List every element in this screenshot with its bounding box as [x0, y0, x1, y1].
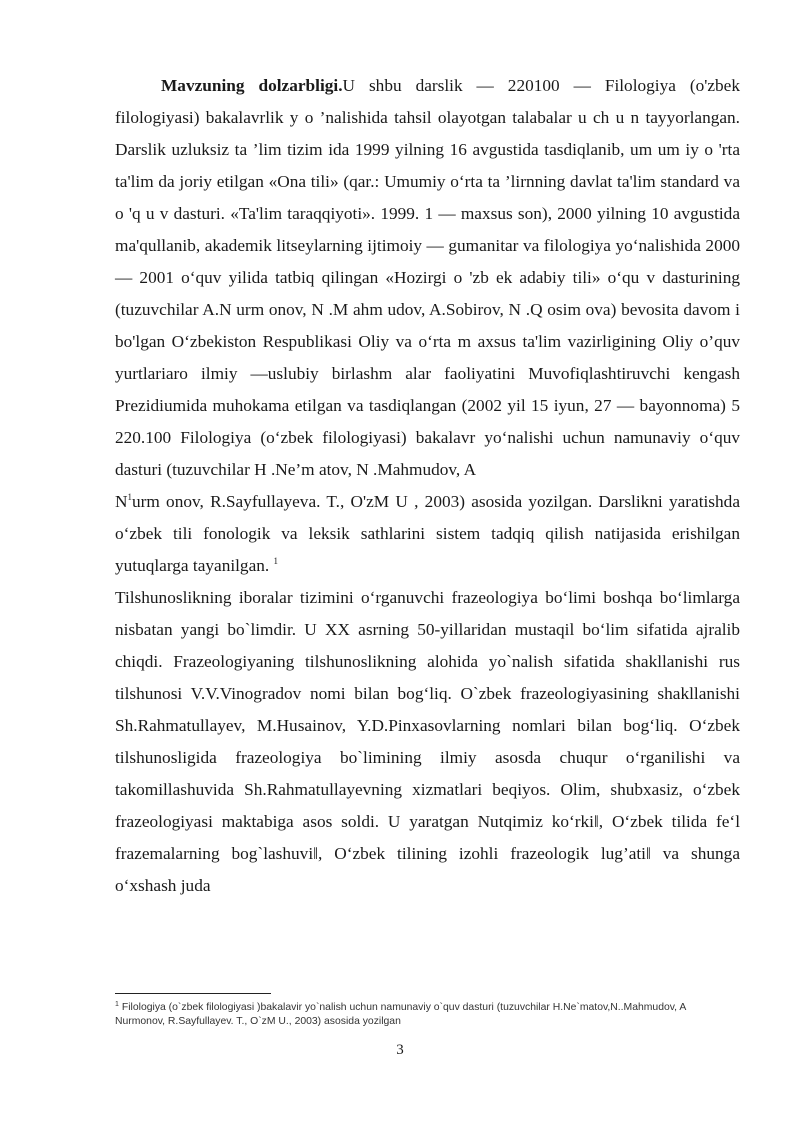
paragraph-sources-text: urm onov, R.Sayfullayeva. T., O'zM U , 2003) asosida yozilgan. Darslikni yaratishda o‘zbek tili fonologik va leksik sathlarini sistem tadqiq qilish natijasida erishilgan yutuqlarga tayanilgan. — [115, 492, 740, 575]
page-number: 3 — [396, 1042, 404, 1058]
main-text — [115, 70, 740, 902]
paragraph-sources — [115, 486, 740, 582]
footnote-ref[interactable]: 1 — [273, 556, 279, 567]
paragraph-sources-lead: N — [115, 492, 128, 511]
paragraph-phraseology — [115, 582, 740, 902]
paragraph-relevance — [115, 70, 740, 486]
section-heading: Mavzuning dolzarbligi. — [161, 76, 343, 95]
paragraph-relevance-text: U shbu darslik — 220100 — Filologiya (o'zbek filologiyasi) bakalavrlik y o ’nalishida tahsil olayotgan talabalar u ch u n tayyorlangan. Darslik uzluksiz ta ’lim tizim ida 1999 yilning 16 avgustida tasdiqlanib, um um iy o 'rta ta'lim da joriy etilgan «Ona tili» (qar.: Umumiy o‘rta ta ’lirnning davlat ta'lim standard va o 'q u v dasturi. «Ta'lim taraqqiyoti». 1999. 1 — maxsus son), 2000 yilning 10 avgustida ma'qullanib, akademik litseylarning ijtimoiy — gumanitar va filologiya yo‘nalishida 2000 — 2001 o‘quv yilida tatbiq qilingan «Hozirgi o 'zb ek adabiy tili» o‘qu v dasturining (tuzuvchilar A.N urm onov, N .M ahm udov, A.Sobirov, N .Q osim ova) bevosita davom i bo'lgan O‘zbekiston Respublikasi Oliy va o‘rta m axsus ta'lim vazirligining Oliy o’quv yurtlariaro ilmiy —uslubiy birlashm alar faoliyatini Muvofiqlashtiruvchi kengash Prezidiumida muhokama etilgan va tasdiqlangan (2002 yil 15 iyun, 27 — bayonnoma) 5 220.100 Filologiya (o‘zbek filologiyasi) bakalavr yo‘nalishi uchun namunaviy o‘quv dasturi (tuzuvchilar H .Ne’m atov, N .Mahmudov, A — [115, 76, 740, 479]
footnote-marker: 1 — [115, 1000, 119, 1008]
footnote-separator — [115, 993, 271, 994]
footnote-ref-inline[interactable]: 1 — [127, 492, 132, 503]
footnote-text: Filologiya (o`zbek filologiyasi )bakalavir yo`nalish uchun namunaviy o`quv dasturi (tuzuvchilar H.Ne`matov,N..Mahmudov, A Nurmonov, R.Sayfullayev. T., O`zM U., 2003) asosida yozilgan — [115, 1002, 686, 1027]
footnote — [115, 1001, 735, 1029]
paragraph-phraseology-text: Tilshunoslikning iboralar tizimini o‘rganuvchi frazeologiya bo‘limi boshqa bo‘limlarga nisbatan yangi bo`limdir. U XX asrning 50-yillaridan mustaqil bo‘lim sifatida ajralib chiqdi. Frazeologiyaning tilshunoslikning alohida yo`nalish sifatida shakllanishi rus tilshunosi V.V.Vinogradov nomi bilan bog‘liq. O`zbek frazeologiyasining shakllanishi Sh.Rahmatullayev, M.Husainov, Y.D.Pinxasovlarning nomlari bilan bog‘liq. O‘zbek tilshunosligida frazeologiya bo`limining ilmiy asosda chuqur o‘rganilishi va takomillashuvida Sh.Rahmatullayevning xizmatlari beqiyos. Olim, shubxasiz, o‘zbek frazeologiyasi maktabiga asos soldi. U yaratgan Nutqimiz ko‘rki‖, O‘zbek tilida fe‘l frazemalarning bog`lashuvi‖, O‘zbek tilining izohli frazeologik lug’ati‖ va shunga o‘xshash juda — [115, 588, 740, 895]
